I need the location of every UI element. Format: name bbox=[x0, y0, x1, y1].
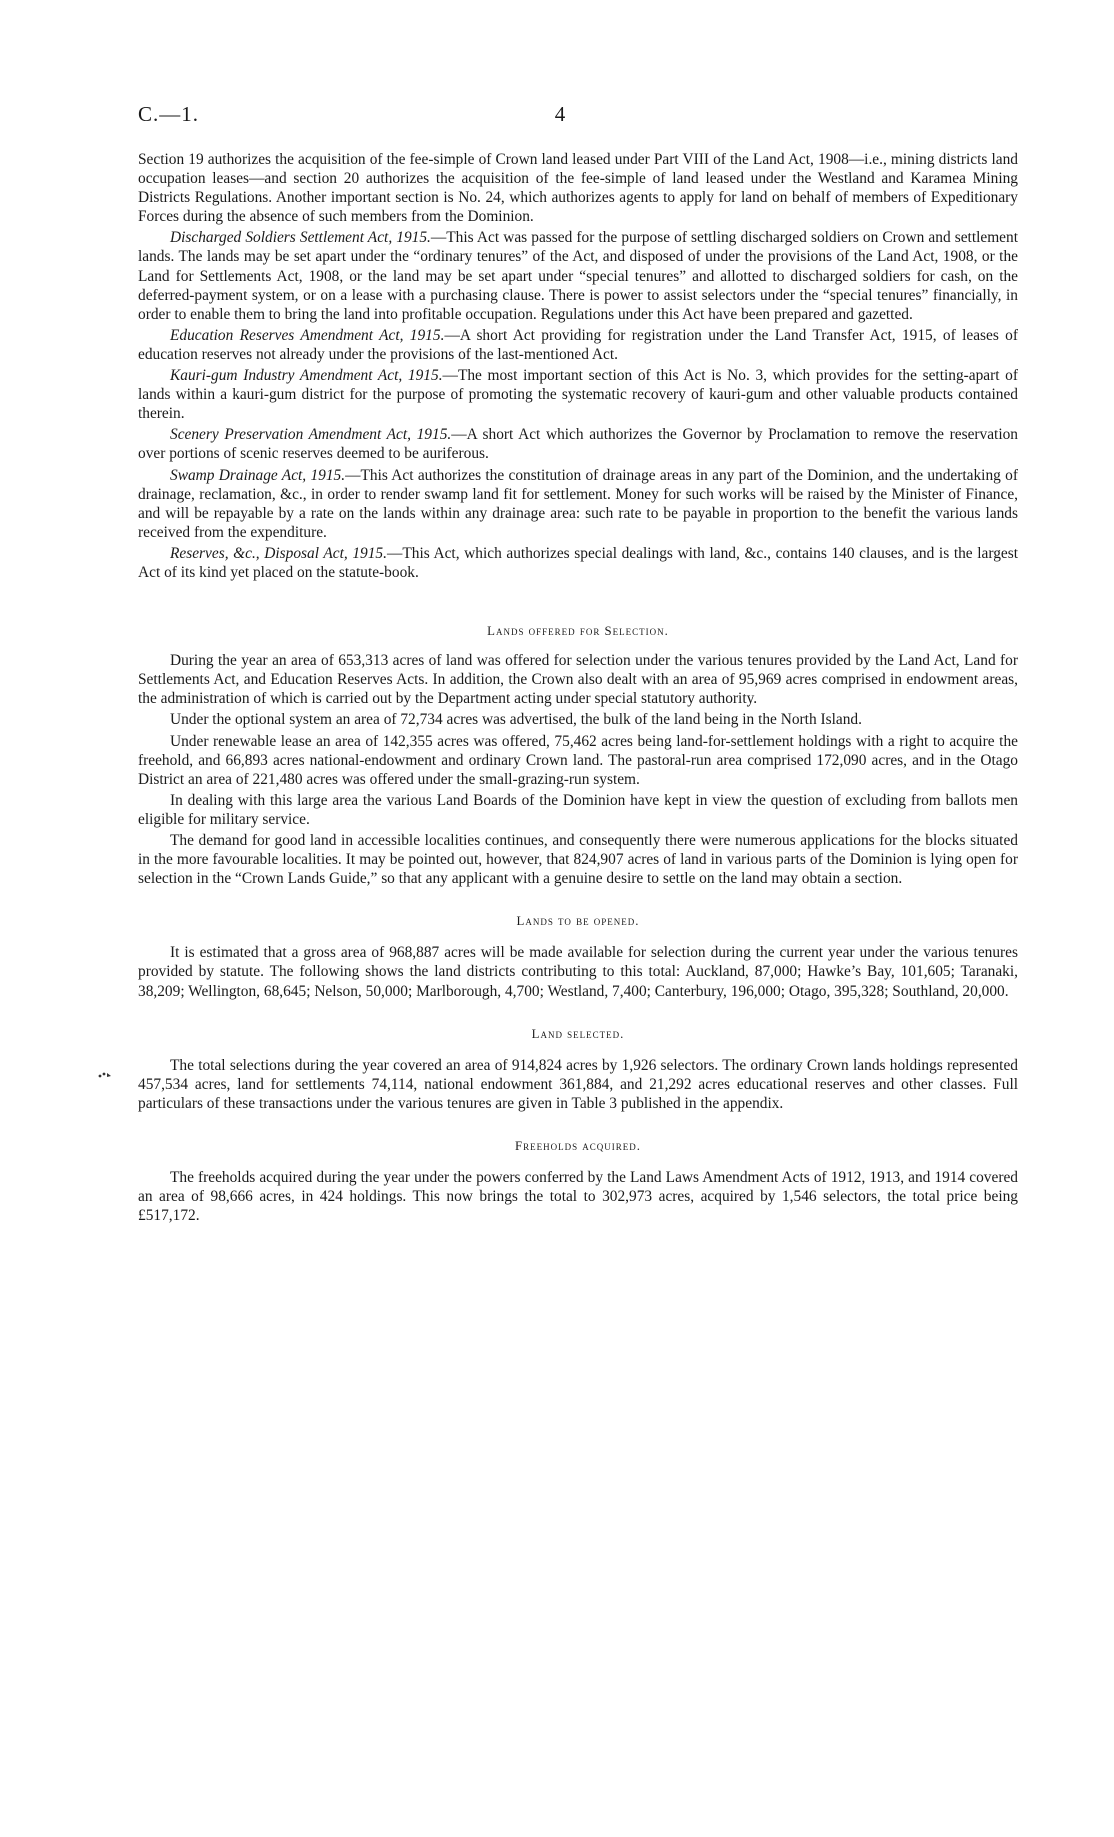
act-name: Education Reserves Amendment Act, 1915. bbox=[170, 326, 445, 344]
margin-mark bbox=[98, 1066, 112, 1074]
act-paragraph bbox=[138, 425, 1018, 463]
act-name: Scenery Preservation Amendment Act, 1915. bbox=[170, 426, 452, 444]
act-text: —A short Act providing for registration under the Land Transfer Act, 1915, of leases of education reserves not already under the provisions of the last-mentioned Act. bbox=[138, 326, 1018, 363]
paragraph: The demand for good land in accessible localities continues, and consequently there were numerous applications for the blocks situated in the more favourable localities. It may be pointed out, however, that 824,907 acres of land in various parts of the Dominion is lying open for selection in the “Crown Lands Guide,” so that any applicant with a genuine desire to settle on the land may obtain a section. bbox=[138, 832, 1018, 888]
act-paragraph bbox=[138, 326, 1018, 364]
act-text: —This Act authorizes the constitution of drainage areas in any part of the Dominion, and the undertaking of drainage, reclamation, &c., in order to render swamp land fit for settlement. Money for such works will be raised by the Minister of Finance, and will be repayable by a rate on the lands within any drainage area: such rate to be payable in proportion to the benefit the various lands received from the expenditure. bbox=[138, 466, 1018, 541]
act-text: —A short Act which authorizes the Governor by Proclamation to remove the reservation over portions of scenic reserves deemed to be auriferous. bbox=[138, 426, 1019, 463]
act-name: Discharged Soldiers Settlement Act, 1915. bbox=[170, 229, 431, 247]
act-paragraph bbox=[138, 544, 1018, 582]
section-heading-lands-offered: Lands offered for Selection. bbox=[487, 624, 669, 639]
paragraph: It is estimated that a gross area of 968,887 acres will be made available for selection during the current year under the various tenures provided by statute. The following shows the land districts contributing to this total: Auckland, 87,000; Hawke’s Bay, 101,605; Taranaki, 38,209; Wellington, 68,645; Nelson, 50,000; Marlborough, 4,700; Westland, 7,400; Canterbury, 196,000; Otago, 395,328; Southland, 20,000. bbox=[138, 944, 1018, 1000]
act-name: Reserves, &c., Disposal Act, 1915. bbox=[170, 544, 387, 562]
section-heading-land-selected: Land selected. bbox=[531, 1026, 625, 1041]
act-paragraph bbox=[138, 466, 1018, 542]
intro-paragraph: Section 19 authorizes the acquisition of the fee-simple of Crown land leased under Part VIII of the Land Act, 1908—i.e., mining districts land occupation leases—and section 20 authorizes the acquisition of the fee-simple of land leased under the Westland and Karamea Mining Districts Regulations. Another important section is No. 24, which authorizes agents to apply for land on behalf of members of Expeditionary Forces during the absence of such members from the Dominion. bbox=[138, 151, 1018, 226]
running-head bbox=[138, 102, 1018, 132]
paragraph: In dealing with this large area the various Land Boards of the Dominion have kept in view the question of excluding from ballots men eligible for military service. bbox=[138, 791, 1018, 828]
section-heading-freeholds-acquired: Freeholds acquired. bbox=[514, 1139, 641, 1154]
act-name: Kauri-gum Industry Amendment Act, 1915. bbox=[170, 367, 443, 385]
paragraph: The total selections during the year covered an area of 914,824 acres by 1,926 selectors. The ordinary Crown lands holdings represented 457,534 acres, land for settlements 74,114, national endowment 361,884, and 21,292 acres educational reserves and other classes. Full particulars of these transactions under the various tenures are given in Table 3 published in the appendix. bbox=[138, 1056, 1018, 1112]
paragraph: During the year an area of 653,313 acres of land was offered for selection under the various tenures provided by the Land Act, Land for Settlements Act, and Education Reserves Acts. In addition, the Crown also dealt with an area of 95,969 acres comprised in endowment areas, the administration of which is carried out by the Department acting under special statutory authority. bbox=[138, 652, 1018, 708]
paragraph: Under the optional system an area of 72,734 acres was advertised, the bulk of the land being in the North Island. bbox=[170, 711, 862, 729]
section-heading-lands-to-be-opened: Lands to be opened. bbox=[516, 914, 640, 929]
report-reference: C.—1. bbox=[138, 102, 200, 126]
paragraph: The freeholds acquired during the year under the powers conferred by the Land Laws Amendment Acts of 1912, 1913, and 1914 covered an area of 98,666 acres, in 424 holdings. This now brings the total to 302,973 acres, acquired by 1,546 selectors, the total price being £517,172. bbox=[138, 1169, 1018, 1225]
page-number: 4 bbox=[554, 102, 566, 126]
act-paragraph bbox=[138, 366, 1018, 423]
body-text bbox=[138, 150, 1018, 1225]
act-text: —This Act was passed for the purpose of settling discharged soldiers on Crown and settlement lands. The lands may be set apart under the “ordinary tenures” of the Act, and disposed of under the provisions of the Land Act, 1908, or the Land for Settlements Act, 1908, or the land may be set apart under “special tenures” and allotted to discharged soldiers for cash, on the deferred-payment system, or on a lease with a purchasing clause. There is power to assist selectors under the “special tenures” financially, in order to enable them to bring the land into profitable occupation. Regulations under this Act have been prepared and gazetted. bbox=[138, 229, 1018, 323]
act-paragraph bbox=[138, 228, 1018, 323]
act-text: —This Act, which authorizes special dealings with land, &c., contains 140 clauses, and is the largest Act of its kind yet placed on the statute-book. bbox=[138, 544, 1018, 581]
paragraph: Under renewable lease an area of 142,355 acres was offered, 75,462 acres being land-for-settlement holdings with a right to acquire the freehold, and 66,893 acres national-endowment and ordinary Crown land. The pastoral-run area comprised 172,090 acres, and in the Otago District an area of 221,480 acres was offered under the small-grazing-run system. bbox=[138, 732, 1018, 788]
act-name: Swamp Drainage Act, 1915. bbox=[170, 466, 346, 484]
act-text: —The most important section of this Act is No. 3, which provides for the setting-apart of lands within a kauri-gum district for the purpose of promoting the systematic recovery of kauri-gum and other valuable products contained therein. bbox=[138, 367, 1019, 423]
